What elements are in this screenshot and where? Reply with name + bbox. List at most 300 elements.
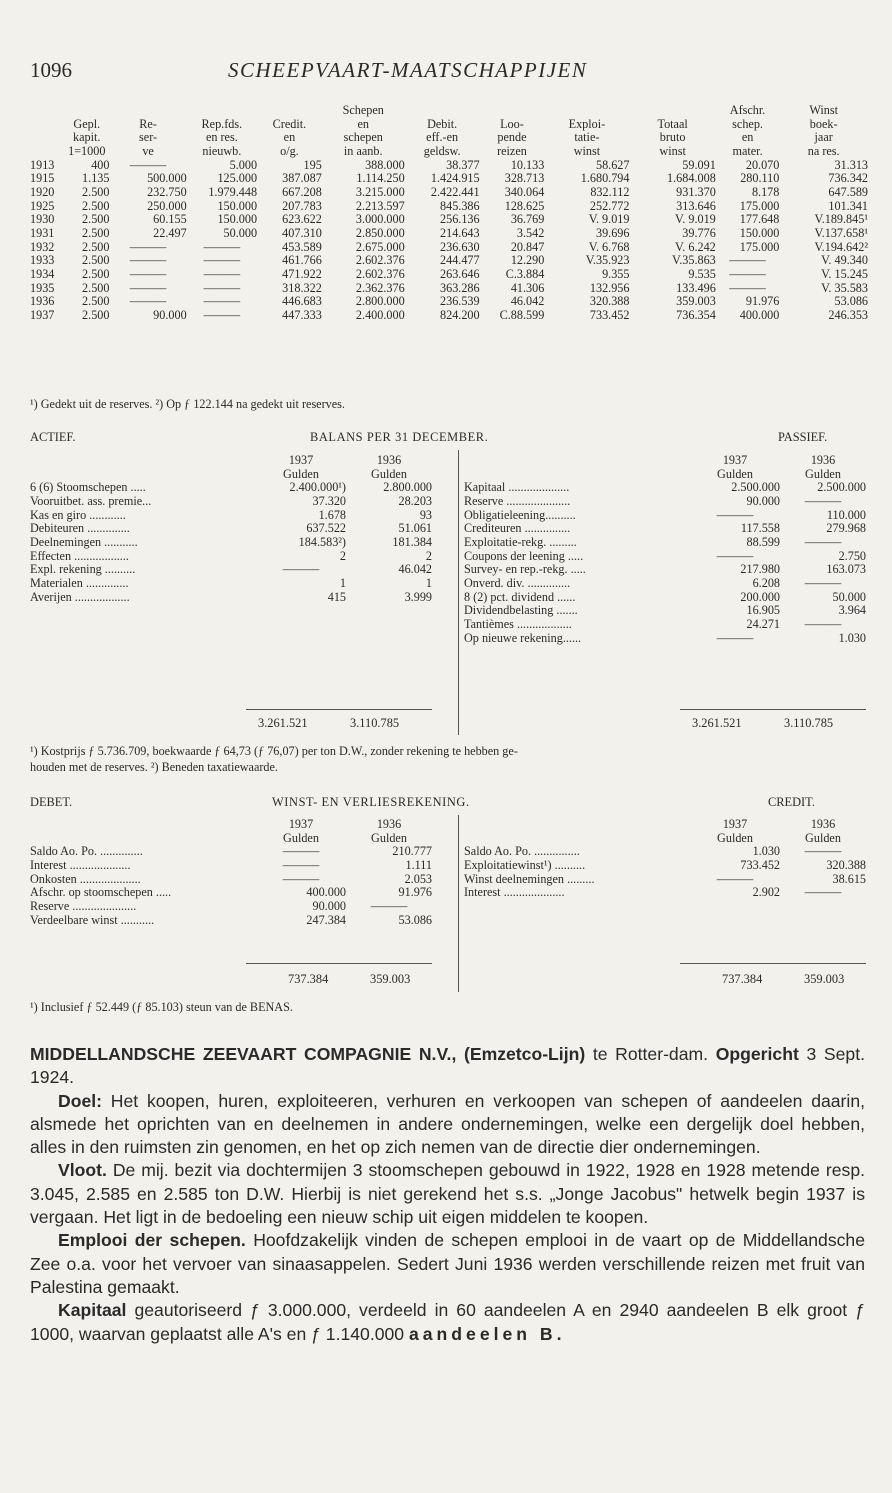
debet-value-1937: ——— — [282, 857, 320, 872]
credit-row — [464, 859, 866, 873]
passief-value-1937: 2.500.000 — [731, 480, 780, 495]
stats-value-cell: 1.135 — [82, 171, 110, 186]
stats-value-cell: 1.979.448 — [208, 184, 258, 199]
passief-label: Coupons der leening ..... — [464, 548, 584, 563]
stats-value-cell: 2.500 — [82, 307, 110, 322]
stats-row — [30, 309, 868, 323]
balans-divider — [458, 450, 459, 735]
page-number: 1096 — [30, 58, 72, 82]
passief-value-1936: 279.968 — [826, 521, 866, 536]
debet-value-1936: 210.777 — [392, 844, 432, 859]
stats-header-cell — [187, 104, 257, 118]
passief-label: Op nieuwe rekening...... — [464, 630, 582, 645]
actief-value-1937: 37.320 — [312, 493, 346, 508]
stats-value-cell: 132.956 — [589, 280, 630, 295]
credit-row — [464, 845, 866, 859]
credit-value-1937: 1.030 — [752, 844, 780, 859]
stats-year-cell: 1913 — [30, 157, 55, 172]
stats-value-cell: 36.769 — [510, 212, 545, 227]
passief-row — [464, 536, 866, 550]
debet-currency-b: Gulden — [371, 830, 407, 845]
passief-row — [464, 618, 866, 632]
stats-row — [30, 254, 868, 268]
stats-header-cell: nieuwb. — [202, 143, 242, 158]
actief-label: 6 (6) Stoomschepen ..... — [30, 480, 146, 495]
passief-row — [464, 509, 866, 523]
stats-value-cell: 2.500 — [82, 294, 110, 309]
stats-value-cell: 832.112 — [590, 184, 630, 199]
passief-label: Obligatieleening.......... — [464, 507, 576, 522]
stats-value-cell: 150.000 — [217, 212, 258, 227]
debet-value-1936: 2.053 — [404, 871, 432, 886]
stats-header-cell: na res. — [807, 143, 840, 158]
stats-value-cell: 824.200 — [440, 307, 480, 322]
kapitaal-label: Kapitaal — [58, 1300, 127, 1321]
stats-value-cell: 128.625 — [504, 198, 545, 213]
actief-label: Effecten .................. — [30, 548, 129, 563]
stats-value-cell: 9.355 — [602, 266, 630, 281]
stats-value-cell: 53.086 — [834, 294, 868, 309]
stats-year-cell: 1932 — [30, 239, 55, 254]
stats-value-cell: 39.696 — [595, 225, 630, 240]
credit-value-1936: ——— — [804, 844, 842, 859]
passief-label: Dividendbelasting ....... — [464, 603, 578, 618]
passief-row — [464, 563, 866, 577]
stats-header-cell: kapit. — [73, 130, 101, 145]
stats-value-cell: 2.500 — [82, 212, 110, 227]
stats-value-cell: 400.000 — [739, 307, 780, 322]
vloot-text: De mij. bezit via dochtermijen 3 stoomschepen gebouwd in 1922, 1928 en 1928 metende resp. 3.045, 2.585 en 2.585 ton D.W. Hierbij is niet gerekend het s.s. „Jonge Jacobus" hetwelk begin 1937 is vergaan. Het ligt in de bedoeling een nieuw schip uit eigen middelen te koopen. — [30, 1160, 865, 1228]
passief-label: Crediteuren ............... — [464, 521, 571, 536]
stats-header-row — [30, 104, 868, 118]
stats-value-cell: V.35.863 — [671, 253, 716, 268]
actief-value-1937: 184.583²) — [298, 534, 346, 549]
credit-table — [464, 818, 866, 900]
stats-value-cell: ——— — [129, 294, 167, 309]
passief-year-b: 1936 — [810, 453, 836, 467]
stats-value-cell: 388.000 — [365, 157, 405, 172]
passief-value-1936: 163.073 — [826, 562, 866, 577]
stats-value-cell: 20.847 — [510, 239, 545, 254]
stats-value-cell: 1.114.250 — [356, 171, 405, 186]
stats-value-cell: 59.091 — [682, 157, 716, 172]
stats-value-cell: C.3.884 — [505, 266, 545, 281]
stats-value-cell: 256.136 — [440, 212, 480, 227]
credit-label: Saldo Ao. Po. ............... — [464, 844, 580, 859]
credit-label: Interest .................... — [464, 885, 565, 900]
stats-header-cell: Loo- — [500, 116, 524, 131]
stats-value-cell: 41.306 — [510, 280, 545, 295]
stats-value-cell: 12.290 — [510, 253, 545, 268]
debet-value-1936: 91.976 — [398, 885, 432, 900]
debet-label: Verdeelbare winst ........... — [30, 912, 155, 927]
passief-value-1936: 3.964 — [838, 603, 866, 618]
stats-row — [30, 200, 868, 214]
passief-value-1937: 24.271 — [746, 616, 780, 631]
stats-row — [30, 172, 868, 186]
balans-footnote-2: houden met de reserves. ²) Beneden taxatiewaarde. — [30, 760, 278, 774]
debet-label: Interest .................... — [30, 857, 131, 872]
stats-header-cell: Afschr. — [729, 103, 766, 117]
actief-row — [30, 522, 432, 536]
stats-header-cell: tatie- — [574, 130, 600, 145]
stats-value-cell: 2.500 — [82, 266, 110, 281]
debet-value-1937: 247.384 — [306, 912, 346, 927]
credit-value-1936: 320.388 — [826, 857, 866, 872]
stats-value-cell: 667.208 — [282, 184, 322, 199]
stats-value-cell: 195 — [303, 157, 322, 172]
credit-label: Winst deelnemingen ......... — [464, 871, 595, 886]
debet-row — [30, 859, 432, 873]
stats-value-cell: V. 49.340 — [821, 253, 868, 268]
actief-label: Deelnemingen ........... — [30, 534, 138, 549]
passief-row — [464, 550, 866, 564]
stats-value-cell: 2.422.441 — [430, 184, 480, 199]
stats-value-cell: 461.766 — [282, 253, 322, 268]
credit-value-1937: 733.452 — [740, 857, 780, 872]
stats-value-cell: 446.683 — [282, 294, 322, 309]
actief-row — [30, 509, 432, 523]
page-title: SCHEEPVAART-MAATSCHAPPIJEN — [228, 58, 588, 82]
credit-label: Exploitatiewinst¹) .......... — [464, 857, 586, 872]
actief-row — [30, 481, 432, 495]
actief-value-1936: 1 — [425, 575, 432, 590]
stats-value-cell: 60.155 — [153, 212, 187, 227]
stats-header-cell: en — [741, 130, 754, 145]
stats-header-cell: schep. — [732, 116, 763, 131]
credit-row — [464, 886, 866, 900]
stats-header-cell: mater. — [732, 143, 763, 158]
stats-header-cell: Gepl. — [73, 116, 101, 131]
founded-value: 3 Sept. 1924. — [30, 1044, 865, 1088]
stats-header-cell: ser- — [139, 130, 158, 145]
credit-row — [464, 873, 866, 887]
stats-header-row — [30, 118, 868, 132]
stats-value-cell: 150.000 — [217, 198, 258, 213]
passief-label: Kapitaal .................... — [464, 480, 570, 495]
stats-value-cell: 3.215.000 — [355, 184, 405, 199]
stats-value-cell: ——— — [129, 253, 167, 268]
passief-value-1936: 2.750 — [838, 548, 866, 563]
passief-row — [464, 577, 866, 591]
passief-value-1936: 50.000 — [832, 589, 866, 604]
stats-value-cell: 280.110 — [740, 171, 780, 186]
stats-row — [30, 227, 868, 241]
stats-header-row — [30, 131, 868, 145]
actief-label: Averijen .................. — [30, 589, 130, 604]
stats-header-cell: Winst — [809, 103, 838, 117]
stats-row — [30, 295, 868, 309]
stats-value-cell: 3.000.000 — [355, 212, 405, 227]
doel-label: Doel: — [58, 1090, 102, 1111]
stats-value-cell: ——— — [203, 307, 241, 322]
debet-year-b: 1936 — [376, 817, 402, 831]
winst-divider — [458, 815, 459, 992]
stats-year-cell: 1930 — [30, 212, 55, 227]
stats-row — [30, 159, 868, 173]
passief-value-1936: 1.030 — [838, 630, 866, 645]
passief-value-1936: 110.000 — [826, 507, 866, 522]
stats-value-cell: 736.354 — [676, 307, 716, 322]
debet-currency-a: Gulden — [283, 830, 319, 845]
stats-value-cell: V.189.845¹ — [814, 212, 868, 227]
debet-label: Reserve ..................... — [30, 898, 137, 913]
credit-currency-a: Gulden — [717, 830, 753, 845]
debet-value-1937: 90.000 — [312, 898, 346, 913]
stats-header-cell: Debit. — [427, 116, 458, 131]
stats-row — [30, 213, 868, 227]
passief-label: 8 (2) pct. dividend ...... — [464, 589, 576, 604]
actief-total-1937: 3.261.521 — [258, 716, 308, 730]
credit-year-a: 1937 — [722, 817, 748, 831]
actief-heading: ACTIEF. — [30, 430, 76, 444]
stats-value-cell: 313.646 — [676, 198, 716, 213]
credit-currency-b: Gulden — [805, 830, 841, 845]
stats-value-cell: V. 9.019 — [588, 212, 630, 227]
stats-header-cell — [480, 104, 545, 118]
passief-row — [464, 481, 866, 495]
doel-paragraph — [30, 1090, 865, 1160]
passief-total-line — [680, 709, 866, 710]
stats-header-cell: en res. — [205, 130, 238, 145]
passief-label: Survey- en rep.-rekg. ..... — [464, 562, 586, 577]
debet-value-1936: 53.086 — [398, 912, 432, 927]
stats-value-cell: 453.589 — [282, 239, 322, 254]
passief-label: Reserve ..................... — [464, 493, 571, 508]
actief-label: Vooruitbet. ass. premie... — [30, 493, 152, 508]
passief-label: Exploitatie-rekg. ......... — [464, 534, 577, 549]
stats-value-cell: 400 — [91, 157, 110, 172]
stats-value-cell: 133.496 — [676, 280, 716, 295]
stats-header-cell: bruto — [659, 130, 686, 145]
stats-value-cell: 2.675.000 — [355, 239, 405, 254]
debet-table — [30, 818, 432, 927]
stats-header-spacer — [30, 104, 64, 118]
actief-row — [30, 495, 432, 509]
debet-value-1937: 400.000 — [306, 885, 346, 900]
credit-value-1936: ——— — [804, 885, 842, 900]
stats-value-cell: 39.776 — [682, 225, 716, 240]
kapitaal-text: geautoriseerd ƒ 3.000.000, verdeeld in 60 aandeelen A en 2940 aandeelen B elk groot ƒ 1000, waarvan geplaatst alle A's en ƒ 1.140.000 — [30, 1300, 865, 1344]
actief-value-1937: 1 — [339, 575, 346, 590]
passief-value-1937: ——— — [716, 507, 754, 522]
debet-heading: DEBET. — [30, 795, 73, 809]
stats-header-cell: Re- — [139, 116, 157, 131]
stats-value-cell: 2.500 — [82, 184, 110, 199]
actief-value-1936: 181.384 — [392, 534, 432, 549]
stats-value-cell: ——— — [129, 266, 167, 281]
actief-row — [30, 577, 432, 591]
credit-total-1937: 737.384 — [722, 972, 763, 986]
debet-value-1936: 1.111 — [405, 857, 432, 872]
stats-value-cell: 736.342 — [828, 171, 868, 186]
actief-value-1937: 637.522 — [306, 521, 346, 536]
actief-row — [30, 550, 432, 564]
stats-header-spacer — [30, 118, 64, 132]
passief-value-1937: ——— — [716, 548, 754, 563]
actief-value-1936: 2 — [425, 548, 432, 563]
actief-table — [30, 454, 432, 604]
stats-value-cell: ——— — [729, 280, 766, 295]
stats-value-cell: 2.800.000 — [355, 294, 405, 309]
stats-value-cell: 328.713 — [504, 171, 545, 186]
stats-value-cell: 22.497 — [153, 225, 187, 240]
stats-value-cell: ——— — [129, 239, 167, 254]
stats-row — [30, 282, 868, 296]
stats-header-cell: winst — [659, 143, 686, 158]
stats-header-spacer — [30, 131, 64, 145]
actief-value-1936: 93 — [419, 507, 432, 522]
passief-value-1937: 200.000 — [740, 589, 780, 604]
stats-year-cell: 1931 — [30, 225, 55, 240]
stats-value-cell: 20.070 — [745, 157, 780, 172]
stats-year-cell: 1935 — [30, 280, 55, 295]
stats-value-cell: C.88.599 — [499, 307, 545, 322]
stats-value-cell: 10.133 — [510, 157, 545, 172]
balans-heading: BALANS PER 31 DECEMBER. — [310, 430, 489, 444]
stats-value-cell: 263.646 — [440, 266, 480, 281]
stats-value-cell: V. 6.242 — [675, 239, 716, 254]
credit-value-1936: 38.615 — [832, 871, 866, 886]
vloot-label: Vloot. — [58, 1160, 107, 1181]
stats-value-cell: 1.684.008 — [667, 171, 716, 186]
passief-value-1936: ——— — [804, 493, 842, 508]
stats-value-cell: 46.042 — [510, 294, 545, 309]
actief-currency-b: Gulden — [371, 466, 407, 481]
stats-header-cell: eff.-en — [426, 130, 459, 145]
passief-row — [464, 604, 866, 618]
stats-value-cell: 2.500 — [82, 253, 110, 268]
stats-value-cell: 447.333 — [282, 307, 322, 322]
debet-row — [30, 873, 432, 887]
stats-value-cell: 101.341 — [828, 198, 868, 213]
stats-value-cell: ——— — [129, 157, 167, 172]
stats-value-cell: ——— — [729, 253, 766, 268]
passief-currency-b: Gulden — [805, 466, 841, 481]
stats-value-cell: 236.539 — [440, 294, 480, 309]
passief-table — [464, 454, 866, 645]
company-description — [30, 1043, 865, 1346]
stats-value-cell: V. 15.245 — [821, 266, 868, 281]
stats-header-cell: 1=1000 — [68, 143, 106, 158]
stats-value-cell: 252.772 — [589, 198, 630, 213]
stats-year-cell: 1937 — [30, 307, 55, 322]
stats-header-cell: Rep.fds. — [201, 116, 243, 131]
founded-label: Opgericht — [715, 1044, 799, 1064]
actief-value-1937: 1.678 — [318, 507, 346, 522]
vloot-paragraph — [30, 1159, 865, 1229]
stats-value-cell: 246.353 — [828, 307, 868, 322]
actief-label: Expl. rekening .......... — [30, 562, 136, 577]
debet-row — [30, 845, 432, 859]
statistics-table — [30, 104, 868, 323]
stats-value-cell: V. 9.019 — [675, 212, 716, 227]
stats-value-cell: 236.630 — [440, 239, 480, 254]
passief-total-1937: 3.261.521 — [692, 716, 742, 730]
stats-value-cell: 931.370 — [676, 184, 716, 199]
actief-currency-a: Gulden — [283, 466, 319, 481]
stats-value-cell: 2.213.597 — [355, 198, 405, 213]
stats-header-cell — [405, 104, 480, 118]
stats-value-cell: 407.310 — [282, 225, 322, 240]
stats-value-cell: 3.542 — [516, 225, 545, 240]
stats-header-cell: schepen — [343, 130, 383, 145]
stats-header-cell — [64, 104, 109, 118]
stats-header-cell: Credit. — [272, 116, 307, 131]
debet-label: Afschr. op stoomschepen ..... — [30, 885, 172, 900]
stats-value-cell: ——— — [729, 266, 766, 281]
stats-value-cell: V. 35.583 — [821, 280, 868, 295]
stats-value-cell: 214.643 — [440, 225, 480, 240]
passief-value-1937: 117.558 — [740, 521, 780, 536]
stats-year-cell: 1925 — [30, 198, 55, 213]
stats-value-cell: 2.602.376 — [355, 253, 405, 268]
stats-header-cell — [629, 104, 715, 118]
company-name: MIDDELLANDSCHE ZEEVAART COMPAGNIE N.V., (Emzetco-Lijn) — [30, 1044, 586, 1064]
stats-year-cell: 1920 — [30, 184, 55, 199]
passief-label: Tantièmes .................. — [464, 616, 572, 631]
stats-header-cell — [109, 104, 186, 118]
stats-value-cell: 2.400.000 — [355, 307, 405, 322]
stats-header-cell: en — [283, 130, 296, 145]
credit-value-1937: 2.902 — [752, 885, 780, 900]
stats-value-cell: 5.000 — [229, 157, 258, 172]
balans-footnote-1: ¹) Kostprijs ƒ 5.736.709, boekwaarde ƒ 64,73 (ƒ 76,07) per ton D.W., zonder rekening te hebben ge- — [30, 744, 518, 758]
actief-label: Materialen .............. — [30, 575, 129, 590]
actief-row — [30, 536, 432, 550]
passief-heading: PASSIEF. — [778, 430, 828, 444]
stats-value-cell: ——— — [203, 266, 241, 281]
credit-year-b: 1936 — [810, 817, 836, 831]
stats-value-cell: 50.000 — [223, 225, 258, 240]
company-name-rest: te Rotter-dam. — [585, 1044, 709, 1064]
stats-row — [30, 186, 868, 200]
passief-value-1937: 6.208 — [752, 575, 780, 590]
passief-value-1937: 88.599 — [746, 534, 780, 549]
passief-row — [464, 591, 866, 605]
stats-value-cell: 623.622 — [282, 212, 322, 227]
actief-value-1936: 28.203 — [398, 493, 432, 508]
winst-footnote: ¹) Inclusief ƒ 52.449 (ƒ 85.103) steun van de BENAS. — [30, 1000, 293, 1014]
passief-currency-a: Gulden — [717, 466, 753, 481]
stats-value-cell: 1.680.794 — [580, 171, 630, 186]
stats-value-cell: 232.750 — [147, 184, 187, 199]
stats-value-cell: 471.922 — [282, 266, 322, 281]
actief-row — [30, 591, 432, 605]
debet-row — [30, 900, 432, 914]
credit-value-1937: ——— — [716, 871, 754, 886]
credit-total-line — [680, 963, 866, 964]
stats-value-cell: 58.627 — [595, 157, 630, 172]
stats-value-cell: 175.000 — [739, 198, 780, 213]
actief-value-1936: 46.042 — [398, 562, 432, 577]
stats-header-cell: Totaal — [657, 116, 688, 131]
stats-header-cell — [257, 104, 322, 118]
kapitaal-end: aandeelen B. — [408, 1323, 566, 1344]
debet-value-1937: ——— — [282, 871, 320, 886]
stats-value-cell: 500.000 — [147, 171, 187, 186]
debet-value-1937: ——— — [282, 844, 320, 859]
actief-value-1937: 2 — [339, 548, 346, 563]
debet-total-1937: 737.384 — [288, 972, 329, 986]
stats-year-cell: 1915 — [30, 171, 55, 186]
stats-value-cell: ——— — [203, 294, 241, 309]
stats-value-cell: ——— — [203, 253, 241, 268]
stats-value-cell: ——— — [203, 239, 241, 254]
stats-value-cell: 320.388 — [589, 294, 630, 309]
stats-value-cell: 175.000 — [739, 239, 780, 254]
stats-value-cell: ——— — [129, 280, 167, 295]
